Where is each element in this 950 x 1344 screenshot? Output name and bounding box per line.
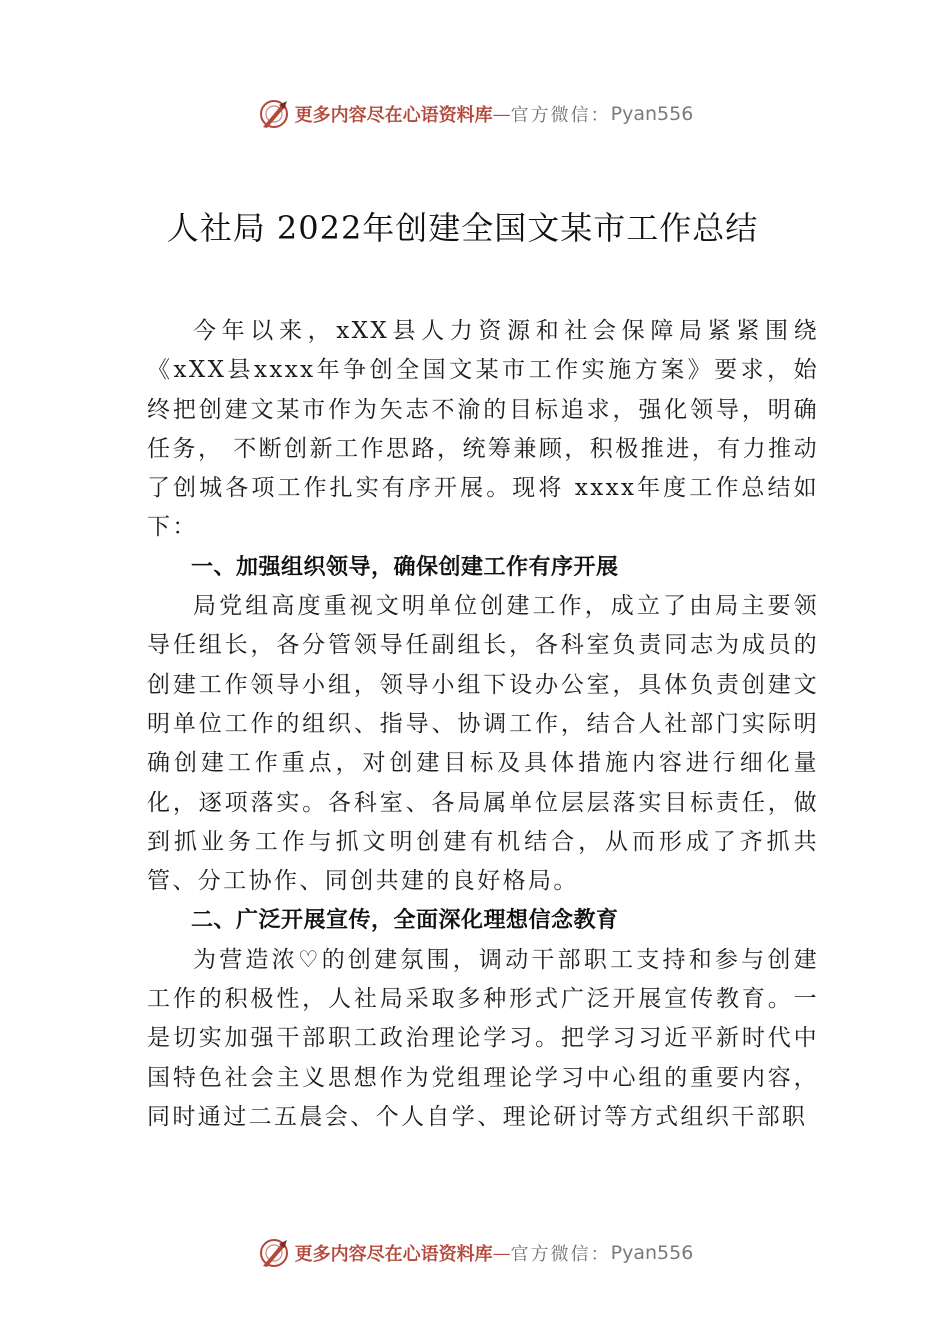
watermark-separator: —	[492, 1242, 511, 1264]
quill-logo-icon	[257, 97, 291, 131]
quill-logo-icon	[257, 1236, 291, 1270]
watermark-brand: 更多内容尽在心语资料库	[294, 1244, 493, 1265]
section-heading: 二、广泛开展宣传，全面深化理想信念教育	[191, 908, 619, 934]
watermark-separator: —	[492, 103, 511, 125]
watermark-header	[0, 94, 950, 134]
section-paragraph: 局党组高度重视文明单位创建工作，成立了由局主要领导任组长，各分管领导任副组长，各科室负责同志为成员的创建工作领导小组，领导小组下设办公室，具体负责创建文明单位工作的组织、指导、协调工作，结合人社部门实际明确创建工作重点，对创建目标及具体措施内容进行细化量化，逐项落实。各科室、各局属单位层层落实目标责任，做到抓业务工作与抓文明创建有机结合，从而形成了齐抓共管、分工协作、同创共建的良好格局。	[147, 593, 819, 895]
intro-paragraph: 今年以来，xXX县人力资源和社会保障局紧紧围绕《xXX县xxxx年争创全国文某市工作实施方案》要求，始终把创建文某市作为矢志不渝的目标追求，强化领导，明确任务， 不断创新工作思路，统筹兼顾，积极推进，有力推动了创城各项工作扎实有序开展。现将 xxxx年度工作总结如下：	[147, 318, 819, 541]
section-paragraph: 为营造浓♡的创建氛围，调动干部职工支持和参与创建工作的积极性，人社局采取多种形式广泛开展宣传教育。一是切实加强干部职工政治理论学习。把学习习近平新时代中国特色社会主义思想作为党组理论学习中心组的重要内容， 同时通过二五晨会、个人自学、理论研讨等方式组织干部职	[147, 946, 819, 1130]
watermark-footer	[0, 1233, 950, 1273]
section-heading: 一、加强组织领导，确保创建工作有序开展	[191, 554, 619, 580]
watermark-wechat-label: 官方微信：	[510, 1244, 611, 1265]
watermark-wechat-id: Pyan556	[610, 1242, 694, 1264]
document-title: 人社局 2022年创建全国文某市工作总结	[166, 209, 759, 247]
watermark-wechat-id: Pyan556	[610, 103, 694, 125]
document-body	[147, 312, 819, 1137]
watermark-brand: 更多内容尽在心语资料库	[294, 105, 493, 126]
watermark-wechat-label: 官方微信：	[510, 105, 611, 126]
